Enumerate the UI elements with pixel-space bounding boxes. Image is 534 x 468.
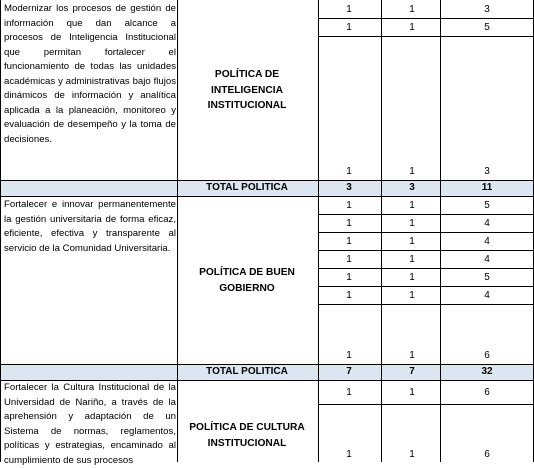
row-value: 6	[484, 387, 490, 398]
row-value: 1	[346, 272, 352, 283]
row-value: 1	[346, 254, 352, 265]
row-value: 1	[346, 166, 352, 177]
row-value: 5	[484, 272, 490, 283]
row-value: 1	[346, 290, 352, 301]
row-value: 1	[409, 236, 415, 247]
row-value: 1	[346, 236, 352, 247]
total-label: TOTAL POLITICA	[206, 182, 288, 193]
row-value: 1	[409, 272, 415, 283]
total-value: 3	[409, 182, 415, 193]
row-value: 3	[484, 166, 490, 177]
row-value: 3	[484, 4, 490, 15]
row-value: 1	[409, 387, 415, 398]
row-value: 1	[409, 254, 415, 265]
total-value: 3	[346, 182, 352, 193]
row-value: 1	[346, 350, 352, 361]
row-value: 1	[409, 22, 415, 33]
policy-name: POLÍTICA DE INTELIGENCIA INSTITUCIONAL	[207, 69, 287, 111]
row-value: 1	[346, 22, 352, 33]
row-value: 1	[409, 200, 415, 211]
row-value: 4	[484, 236, 490, 247]
row-value: 1	[409, 4, 415, 15]
row-value: 1	[346, 200, 352, 211]
total-label: TOTAL POLITICA	[206, 366, 288, 377]
row-value: 1	[409, 290, 415, 301]
row-value: 1	[346, 387, 352, 398]
row-value: 1	[409, 218, 415, 229]
policy-name: POLÍTICA DE CULTURA INSTITUCIONAL	[189, 422, 305, 449]
row-value: 1	[346, 449, 352, 460]
policy-name: POLÍTICA DE BUEN GOBIERNO	[199, 267, 295, 294]
row-value: 1	[409, 449, 415, 460]
total-value: 11	[481, 182, 493, 193]
total-value: 7	[409, 366, 415, 377]
objective-text: Fortalecer e innovar permanentemente la gestión universitaria de forma eficaz, eficiente, efectiva y transparente al servicio de la Comunidad Universitaria.	[4, 199, 176, 254]
row-value: 5	[484, 22, 490, 33]
total-value: 32	[481, 366, 493, 377]
row-value: 4	[484, 218, 490, 229]
row-value: 1	[346, 4, 352, 15]
row-value: 6	[484, 350, 490, 361]
objective-text: Fortalecer la Cultura Institucional de la Universidad de Nariño, a través de la aprehensión y adaptación de un Sistema de normas, reglamentos, políticas y estrategias, encaminado al cumplimiento de sus procesos	[4, 382, 176, 466]
row-value: 4	[484, 254, 490, 265]
row-value: 5	[484, 200, 490, 211]
row-value: 1	[346, 218, 352, 229]
objective-text: Modernizar los procesos de gestión de información que dan alcance a procesos de Inteligencia Institucional que permitan fortalecer el funcionamiento de todas las unidades académicas y administrativas bajo flujos dinámicos de información y analítica aplicada a la planeación, monitoreo y evaluación de desempeño y la toma de decisiones.	[4, 3, 176, 145]
row-value: 6	[484, 449, 490, 460]
total-value: 7	[346, 366, 352, 377]
row-value: 1	[409, 350, 415, 361]
row-value: 4	[484, 290, 490, 301]
row-value: 1	[409, 166, 415, 177]
